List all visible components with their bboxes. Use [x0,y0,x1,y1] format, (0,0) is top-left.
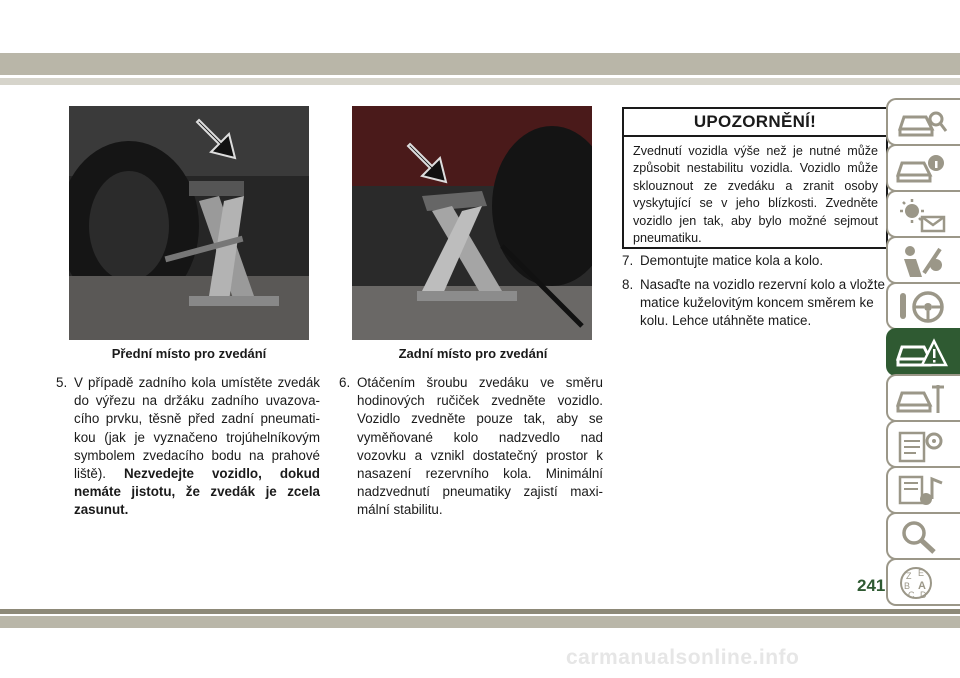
tab-search[interactable] [886,512,960,560]
car-search-icon [896,105,948,141]
svg-text:D: D [920,590,927,600]
multimedia-icon [896,473,948,509]
car-info-icon [896,151,948,187]
step-number: 5. [56,375,68,390]
step-5 [56,374,320,520]
svg-text:E: E [918,568,925,578]
tab-car-hazard[interactable] [886,328,960,376]
tab-warning-lights[interactable] [886,190,960,238]
step-text: Demontujte matice kola a kolo. [640,253,824,268]
step-number: 6. [339,375,351,390]
tab-car-search[interactable] [886,98,960,146]
header-band-light [0,78,960,85]
svg-text:B: B [904,581,911,591]
warning-lights-icon [896,197,948,233]
warning-title: UPOZORNĚNÍ! [624,109,886,137]
rear-lift-caption: Zadní místo pro zvedání [398,346,548,361]
page-number: 241 [857,576,886,595]
step-7 [622,252,888,270]
alphabet-index-icon [896,565,948,601]
step-text: Nasaďte na vozidlo rezervní kolo a vložte matice kuželovitým koncem směrem ke kolu. Lehce utáhněte matice. [640,277,885,329]
car-tools-icon [896,381,948,417]
watermark: carmanualsonline.info [566,646,800,669]
step-text: V případě zadního kola umístěte zvedák do výřezu na držáku zadního uvazova-cího prvku, těsně před zadní pneumati-kou (jak je vyznačeno trojúhelníkovým symbolem zvedacího bodu na prahové liště). [74,375,320,482]
step-bold-text: Nezvedejte vozidlo, dokud nemáte jistotu, že zvedák je zcela zasunut. [74,466,320,518]
svg-text:Z: Z [906,571,912,581]
tab-airbag[interactable] [886,236,960,284]
tab-maintenance[interactable] [886,420,960,468]
airbag-person-icon [896,243,948,279]
search-icon [896,519,948,555]
footer-band-dark [0,609,960,614]
svg-text:A: A [918,580,926,592]
tab-steering[interactable] [886,282,960,330]
step-number: 7. [622,253,634,268]
step-text: Otáčením šroubu zvedáku ve směru hodinových ručiček zvedněte vozidlo. Vozidlo zvedněte pouze tak, aby se vyměňované kolo nadzvedlo nad vozovku a vznikl dostatečný prostor k nasazení rezervního kola. Minimální nadzvednutí pneumatiky zajistí maxi-mální stabilitu. [357,375,603,518]
rear-lift-photo [352,106,592,340]
tab-alphabet-index[interactable] [886,558,960,606]
front-lift-photo [69,106,309,340]
warning-box [622,107,888,249]
warning-text: Zvednutí vozidla výše než je nutné může způsobit nestabilitu vozidla. Vozidlo může sklouznout ze zvedáku a zranit osoby vyskytující se v jeho blízkosti. Zvedněte vozidlo jen tak, aby bylo možné sejmout pneumatiku. [633,144,878,246]
front-lift-caption: Přední místo pro zvedání [111,346,267,361]
steering-wheel-icon [896,289,948,325]
step-6 [339,374,603,520]
step-number: 8. [622,277,634,292]
tab-multimedia[interactable] [886,466,960,514]
tab-car-tools[interactable] [886,374,960,422]
svg-text:C: C [908,590,915,600]
footer-band [0,616,960,628]
tab-car-info[interactable] [886,144,960,192]
step-8 [622,276,888,331]
car-hazard-icon [896,335,948,371]
maintenance-gear-icon [896,427,948,463]
header-band [0,53,960,75]
